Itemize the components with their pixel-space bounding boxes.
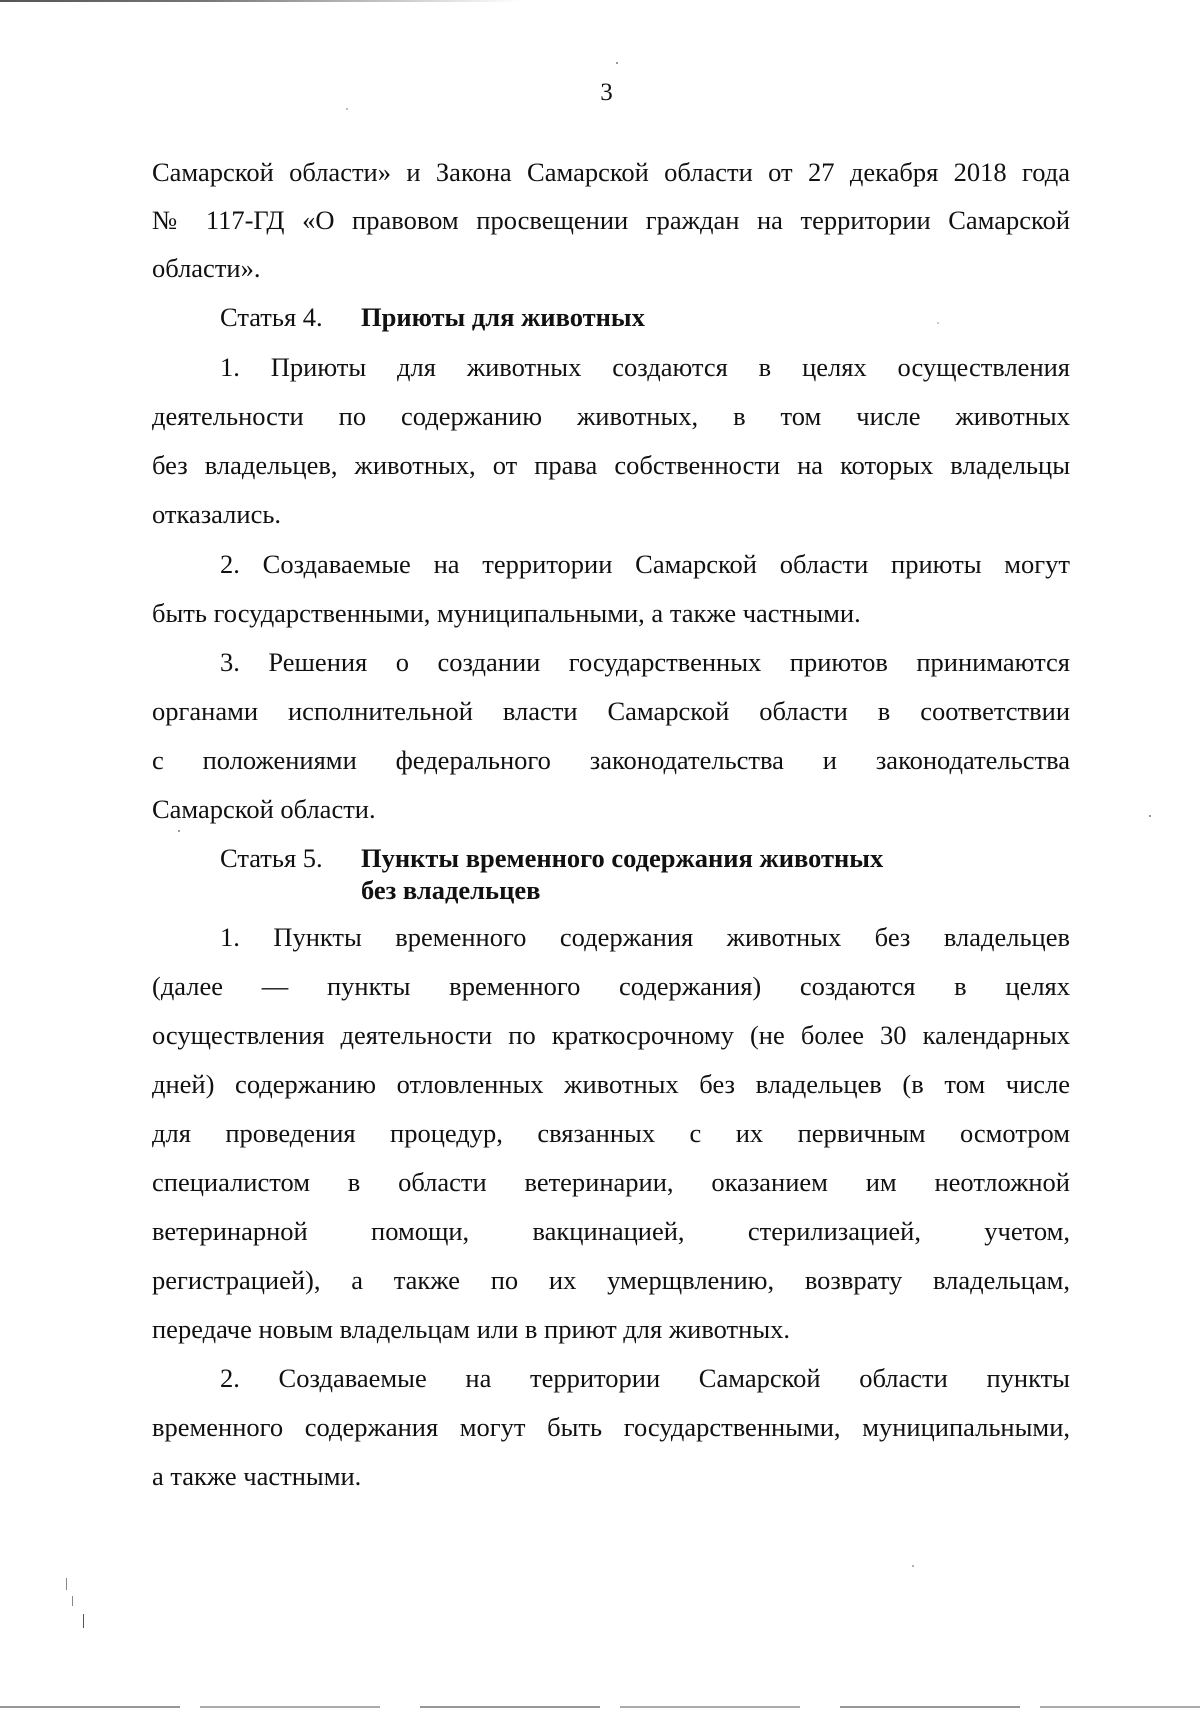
text-line: временного содержания могут быть государственными, муниципальными, [152,1412,1070,1442]
scan-mark [72,1596,73,1606]
text-line: быть государственными, муниципальными, а также частными. [152,598,861,628]
scan-mark [66,1578,67,1590]
scan-edge-bottom [0,1706,1200,1708]
page-number: 3 [600,79,613,106]
text-line: органами исполнительной власти Самарской области в соответствии [152,696,1070,726]
text-line: деятельности по содержанию животных, в том числе животных [152,401,1070,431]
scan-edge-top [0,0,520,2]
scan-speck [937,322,939,324]
text-line: 2. Создаваемые на территории Самарской области приюты могут [220,549,1070,579]
text-line: передаче новым владельцам или в приют для животных. [152,1314,790,1344]
text-line: Самарской области» и Закона Самарской области от 27 декабря 2018 года [152,157,1070,187]
text-line: 3. Решения о создании государственных приютов принимаются [220,647,1070,677]
text-line: области». [152,253,261,283]
scan-speck [616,62,618,64]
text-line: с положениями федерального законодательства и законодательства [152,745,1070,775]
scan-speck [346,108,348,110]
scan-speck [1149,815,1151,817]
text-line: отказались. [152,499,282,529]
text-line: осуществления деятельности по краткосрочному (не более 30 календарных [152,1020,1070,1050]
text-line: без владельцев, животных, от права собственности на которых владельцы [152,450,1070,480]
text-line: ветеринарной помощи, вакцинацией, стерилизацией, учетом, [152,1216,1070,1246]
text-line: регистрацией), а также по их умерщвлению, возврату владельцам, [152,1265,1070,1295]
text-line: специалистом в области ветеринарии, оказанием им неотложной [152,1167,1070,1197]
text-line: а также частными. [152,1461,362,1491]
text-line: 1. Пункты временного содержания животных без владельцев [220,922,1070,952]
scan-mark [83,1614,84,1628]
text-line: Самарской области. [152,794,376,824]
text-line: (далее — пункты временного содержания) создаются в целях [152,971,1070,1001]
article-5-title-line-1: Пункты временного содержания животных [361,843,884,873]
text-line: № 117-ГД «О правовом просвещении граждан на территории Самарской [152,205,1070,235]
article-5-label: Статья 5. [220,843,323,873]
text-line: 1. Приюты для животных создаются в целях осуществления [220,352,1070,382]
article-4-label: Статья 4. [220,302,323,332]
article-5-title-line-2: без владельцев [361,875,541,905]
article-4-title: Приюты для животных [361,302,645,332]
text-line: для проведения процедур, связанных с их первичным осмотром [152,1118,1070,1148]
text-line: 2. Создаваемые на территории Самарской области пункты [220,1363,1070,1393]
scan-speck [178,830,180,832]
scan-speck [912,1565,914,1567]
text-line: дней) содержанию отловленных животных без владельцев (в том числе [152,1069,1070,1099]
